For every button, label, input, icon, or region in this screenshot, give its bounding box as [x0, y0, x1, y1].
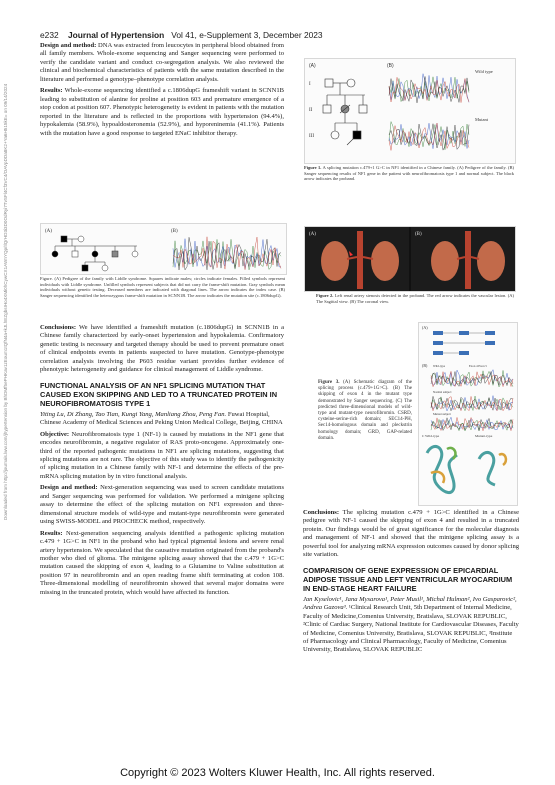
fig1-gen2: II — [309, 108, 313, 113]
copyright-footer: Copyright © 2023 Wolters Kluwer Health, Inc. All rights reserved. — [120, 767, 435, 779]
kidney-right — [371, 241, 399, 281]
fig3-caption-text: (A) Schematic diagram of the splicing process (c.479+1G>C). (B) The skipping of exon 4 in the mutant type demonstrated by Sanger sequencing. (C) The predicted three-dimensional models of wild-type and mutant-type neurofibromin. CSRD, cysteine-serine-rich domain; SEC14-PH, Sec14-homologous domain and pleckstrin homology domain; GRD, GAP-related domain. — [318, 380, 412, 441]
fig2-caption-lead: Figure 2. — [316, 293, 334, 298]
trace-line — [431, 396, 513, 411]
pedigree-female — [331, 131, 339, 139]
trace-line — [431, 396, 513, 410]
fig1-caption-lead: Figure 1. — [304, 165, 322, 170]
results2-text: Next-generation sequencing analysis identified a pathogenic splicing mutation c.479 + 1G>C in NF1 in the proband who had typical pigmental lesions and severe renal artery hypertension. We speculated that the causative mutation originated from the proband's mother who died of glioma. The minigene splicing assay showed that the c.479 + 1G>C mutation caused the skipping of exon 4, leading to a Glutamine to Valine substitution at position 97 in neurofibromin and an open reading frame shift terminating at codon 108. Three-dimensional modelling of neurofibromin showed that several major domains were missing in the truncated protein, which would have affected its function. — [40, 529, 284, 596]
fig3-wt-label: Wild-type — [433, 364, 446, 368]
figure-1-panel — [304, 58, 516, 164]
results-text: Whole-exome sequencing identified a c.1806dupG frameshift variant in SCNN1B leading to substitution of alanine for proline at position 603 and premature emergence of a stop codon at position 607. Phenotypic heterogeneity is evident in patients with the mutation reported in the literature and is reflected in the proportions with hypertension (94.4%), hypokalemia (58.9%), hypoaldosteronemia (52.9%), and hyporeninemia (41.1%). Patients with the mutation have a good response to targeted ENaC inhibitor therapy. — [40, 87, 284, 137]
trace-line — [389, 122, 469, 150]
running-header — [40, 30, 323, 40]
fig3-trace-normal — [431, 396, 513, 411]
liddle-figure-panel — [40, 223, 287, 275]
issue-info: Vol 41, e-Supplement 3, December 2023 — [171, 30, 323, 40]
fig1-label-a: (A) — [309, 63, 316, 69]
figure-1-graphic — [305, 59, 515, 163]
nf1-affiliation: Fuwai Hospital, Chinese Academy of Medical Sciences and Peking Union Medical College, Beijing, CHINA — [40, 410, 283, 427]
fig3-label-b: (B) — [422, 363, 428, 368]
liddle-label-a: (A) — [45, 229, 52, 234]
figure-2-panel — [304, 226, 516, 292]
fig1-wild-label: Wild type — [475, 69, 493, 74]
fig1-gen1: I — [309, 82, 311, 87]
fig3-exon-label: Exon 4 Exon 5 — [469, 364, 487, 368]
figure-3-caption — [318, 380, 412, 442]
fig3-c-mutant: Mutant-type — [475, 434, 493, 438]
conclusions-lead: Conclusions: — [40, 324, 77, 331]
fig3-trace-wild — [431, 370, 513, 387]
fig1-gen3: III — [309, 134, 314, 139]
pedigree-male — [359, 105, 367, 113]
sanger-trace-wild — [389, 74, 469, 103]
design-lead: Design and method: — [40, 42, 97, 49]
objective-text: Neurofibromatosis type 1 (NF-1) is caused by mutations in the NF1 gene that encodes neurofibromin, a negative regulator of RAS proto-oncogene. Approximately one-third of the reported pathogenic mutations in NF1 are splicing mutations, suggesting that splicing mutations are not rare. The objective of this study was to identify the pathogenicity of splicing mutation in a Chinese family with NF-1 and determine the effects of the pre-mRNA splicing mutation by in vitro functional analysis. — [40, 430, 284, 480]
pedigree-male — [325, 79, 333, 87]
design2-lead: Design and method: — [40, 484, 98, 492]
figure-3-graphic — [419, 323, 517, 505]
figure-2-graphic — [305, 227, 515, 291]
figure-1-caption — [304, 165, 514, 182]
fig3-normal-label: Normal subject — [433, 390, 452, 394]
trace-line — [173, 239, 281, 270]
nf1-conclusions-lead: Conclusions: — [303, 509, 340, 516]
left-column-main — [40, 324, 284, 600]
figure-2-caption — [316, 293, 514, 304]
kidney-left — [321, 241, 349, 281]
fig3-caption-lead: Figure 3. — [318, 380, 340, 385]
conclusions-text: We have identified a frameshift mutation (c.1806dupG) in SCNN1B in a Chinese family characterized by early-onset hypertension and hypokalemia. Confirmatory genetic testing is necessary and targeted therapy should be used to prevent premature onset of clinical endpoints events in patients suspected to have mutation. Genotype-phenotype correlation analysis involving the P603 residue variant provides further evidence of phenotypic heterogeneity and guidance for clinical management of Liddle syndrome. — [40, 324, 284, 374]
eat-affiliation: ¹Clinical Research Unit, 5th Department of Internal Medicine, Faculty of Medicine,Comenius University, Bratislava, SLOVAK REPUBLIC, ²Clinic of Cardiac Surgery, National Institute for Cardiovascular Diseases, Faculty of Medicine, Comenius University, Bratislava, SLOVAK REPUBLIC, ³Institute of Pharmacology and Clinical Pharmacology, Faculty of Medicine, Comenius University, Bratislava, SLOVAK REPUBLIC — [303, 604, 519, 654]
aorta — [357, 231, 363, 289]
fig1-caption-text: A splicing mutation c.479+1 G>C in NF1 identified in a Chinese family. (A) Pedigree of the family. (B) Sanger sequencing results of NF1 gene in the patient with neurofibromatosis type 1 and normal subject. The black arrow indicates the proband. — [304, 165, 514, 182]
liddle-sanger-trace — [173, 237, 281, 270]
fig3-c-wild: C Wild-type — [422, 434, 440, 438]
design-text: DNA was extracted from leucocytes in peripheral blood obtained from all family members. Whole-exome sequencing and Sanger sequencing were performed to verify the candidate variant and conduct co-segregation analysis. We also reviewed the clinical and biochemical characteristics of patients with the same mutation described in the literature and performed a genotype–phenotype correlation analysis. — [40, 42, 284, 83]
liddle-figure-caption: Figure. (A) Pedigree of the family with Liddle syndrome. Squares indicate males; circles indicate females. Filled symbols represent individuals with Liddle syndrome. Unfilled symbols represent subjects that did not carry the frame-shift mutation. Gray symbols mean individuals without genetic testing. Deceased members are indicated with diagonal lines. The arrow indicates the index case. (B) Sanger sequencing identified the heterozygous frame-shift mutation in SCNN1B. The arrow indicates the mutation site (c.1806dupG). — [40, 276, 285, 298]
results-lead: Results: — [40, 87, 63, 95]
eat-abstract-title: COMPARISON OF GENE EXPRESSION OF EPICARDIAL ADIPOSE TISSUE AND LEFT VENTRICULAR MYOCARDIUM IN END-STAGE HEART FAILURE — [303, 565, 513, 593]
journal-name: Journal of Hypertension — [67, 30, 165, 40]
pedigree-male — [323, 105, 331, 113]
fig3-mutant-label: Mutant subject — [433, 412, 451, 416]
fig2-label-b: (B) — [415, 232, 422, 237]
trace-line — [431, 396, 513, 411]
sanger-trace-mutant — [389, 122, 469, 151]
page-number: e232 — [40, 30, 59, 40]
protein-model-wild — [427, 446, 457, 492]
fig2-caption-text: Left renal artery stenosis detected in the proband. The red arrow indicates the vascular lesion. (A) The Sagittal view. (B) The coronal view. — [316, 293, 514, 304]
right-column-main — [303, 509, 519, 658]
trace-line — [431, 396, 513, 411]
nf1-abstract-title: FUNCTIONAL ANALYSIS OF AN NF1 SPLICING MUTATION THAT CAUSED EXON SKIPPING AND LED TO A TRUNCATED PROTEIN IN NEUROFIBROMATOSIS TYPE 1 — [40, 380, 278, 408]
fig1-label-b: (B) — [387, 63, 394, 69]
liddle-abstract-top — [40, 42, 284, 141]
download-watermark — [3, 83, 23, 520]
figure-3-panel — [418, 322, 518, 506]
objective-lead: Objective: — [40, 430, 70, 438]
nf1-conclusions-text: The splicing mutation c.479 + 1G>C identified in a Chinese pedigree with NF-1 caused the skipping of exon 4 and resulted in a truncated protein. Our findings would be of great significance for the molecular diagnosis and management of NF-1 and showed that the minigene splicing assay is a powerful tool for analyzing mRNA expression outcomes caused by donor splicing site variation. — [303, 509, 519, 559]
eat-authors: Jan Kyselovic¹, Jana Mysarova¹, Peter Musil¹, Michal Hulman², Ivo Gasparovic², Andrea Gazova³. — [303, 595, 517, 612]
fig3-trace-mutant — [431, 417, 513, 431]
liddle-label-b: (B) — [171, 229, 178, 234]
pedigree-proband — [353, 131, 361, 139]
fig1-mutant-label: Mutant — [475, 117, 488, 122]
fig2-label-a: (A) — [309, 232, 316, 237]
nf1-authors: Yiting Lu, Di Zhang, Tao Tian, Kungi Yang, Manliang Zhou, Peng Fan. — [40, 410, 227, 418]
design2-text: Next-generation sequencing was used to screen candidate mutations and Sanger sequencing was performed for validation. We performed a minigene splicing assay to determine the effect of the splicing mutation on NF1 expression and three-dimensional structure models of wild-type and mutant-type neurofibromin were generated using SWISS-MODEL and PROCHECK method, respectively. — [40, 484, 284, 526]
protein-model-mutant — [479, 452, 506, 485]
download-watermark-text: Downloaded from http://journals.lww.com/jhypertension by BhDMf5ePHKav1zEoum1tQfN4a+kJLhEZgbsIHo4XMi0hCywCX1AWnYQp/IlQrHD3i3D0OdRyi7TvSFl4Cf3VC4/OAVpDDa8K2+Ya6H515kE= on 09/14/2024 — [3, 83, 8, 520]
liddle-figure-graphic — [41, 224, 286, 274]
pedigree-female — [347, 79, 355, 87]
results2-lead: Results: — [40, 529, 63, 537]
fig3-label-a: (A) — [422, 325, 428, 330]
trace-line — [389, 124, 469, 150]
